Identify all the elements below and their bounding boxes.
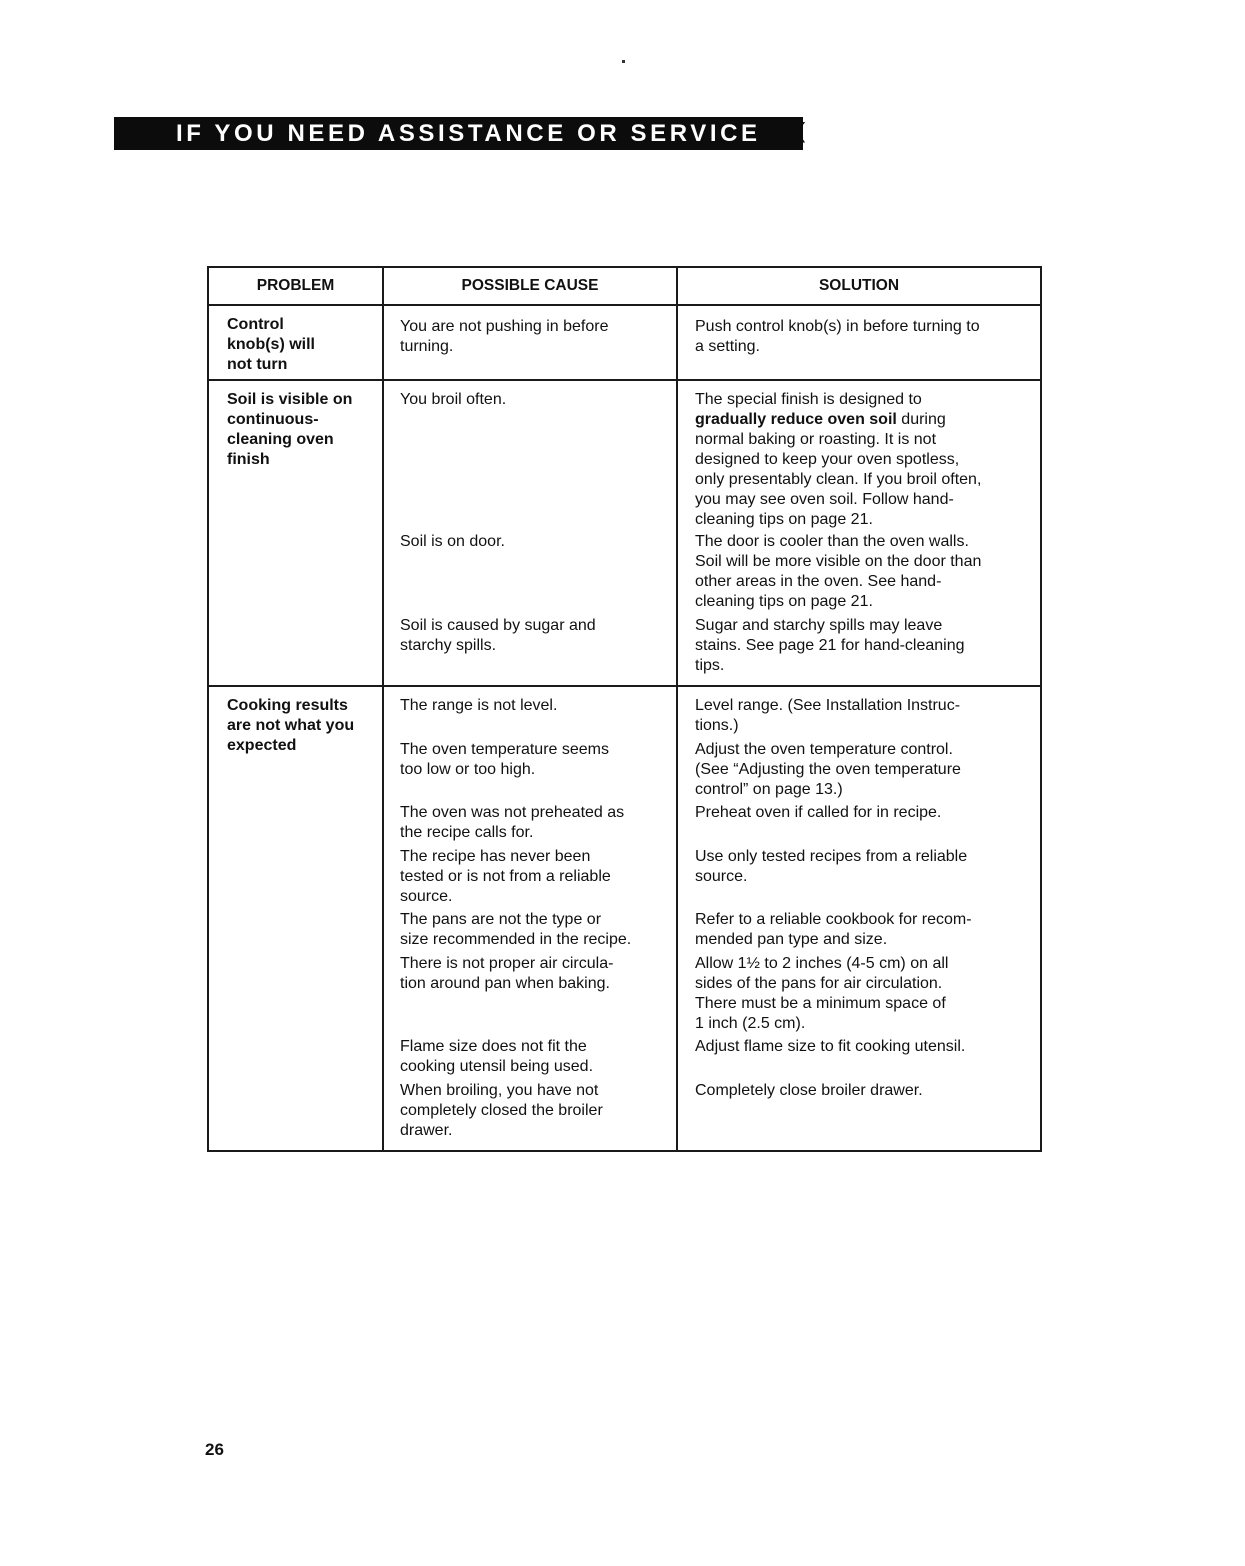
- cause-text: When broiling, you have not completely closed the broiler drawer.: [400, 1082, 603, 1139]
- solution-text: Allow 1½ to 2 inches (4-5 cm) on all sides of the pans for air circulation. There must be a minimum space of 1 inch (2.5 cm).: [695, 955, 949, 1032]
- cause-text: The pans are not the type or size recommended in the recipe.: [400, 911, 632, 948]
- problem-cell: [208, 305, 383, 380]
- page-number: 26: [205, 1440, 224, 1459]
- solution-text: Level range. (See Installation Instruc- tions.): [695, 697, 961, 734]
- solution-cell: [677, 686, 1041, 1151]
- troubleshooting-table: [207, 266, 1042, 1152]
- problem-text: Cooking results are not what you expected: [227, 697, 355, 754]
- table-header-row: [208, 267, 1041, 305]
- solution-text: Push control knob(s) in before turning to a setting.: [695, 318, 980, 355]
- column-header-problem: PROBLEM: [208, 267, 383, 305]
- cause-text: The recipe has never been tested or is not from a reliable source.: [400, 848, 611, 905]
- banner-edge-mark: (: [798, 118, 806, 143]
- solution-text-lead: The special finish is designed to: [695, 391, 922, 408]
- problem-cell: [208, 686, 383, 1151]
- solution-text-rest: during normal baking or roasting. It is not designed to keep your oven spotless, only presentably clean. If you broil often, you may see oven soil. Follow hand- cleaning tips on page 21.: [695, 411, 982, 528]
- cause-cell: [383, 380, 677, 686]
- problem-cell: [208, 380, 383, 686]
- solution-emphasis: gradually reduce oven soil: [695, 411, 897, 428]
- solution-cell: [677, 380, 1041, 686]
- cause-text: The range is not level.: [400, 697, 558, 714]
- cause-text: You broil often.: [400, 391, 507, 408]
- cause-text: Flame size does not fit the cooking utensil being used.: [400, 1038, 594, 1075]
- solution-text: Use only tested recipes from a reliable source.: [695, 848, 968, 885]
- cause-text: Soil is on door.: [400, 533, 505, 550]
- table-row: [208, 380, 1041, 686]
- solution-text: Completely close broiler drawer.: [695, 1082, 923, 1099]
- solution-text: The door is cooler than the oven walls. Soil will be more visible on the door than other areas in the oven. See hand- cleaning tips on page 21.: [695, 533, 982, 610]
- cause-text: The oven temperature seems too low or too high.: [400, 741, 609, 778]
- cause-text: There is not proper air circula- tion around pan when baking.: [400, 955, 614, 992]
- cause-text: You are not pushing in before turning.: [400, 318, 609, 355]
- solution-cell: [677, 305, 1041, 380]
- solution-text: [695, 390, 1031, 532]
- solution-text: Adjust the oven temperature control. (See “Adjusting the oven temperature control” on page 13.): [695, 741, 961, 798]
- scan-speck: [622, 60, 625, 63]
- column-header-cause: POSSIBLE CAUSE: [383, 267, 677, 305]
- table-row: [208, 686, 1041, 1151]
- cause-cell: [383, 305, 677, 380]
- solution-text: Refer to a reliable cookbook for recom- mended pan type and size.: [695, 911, 972, 948]
- problem-text: Soil is visible on continuous- cleaning oven finish: [227, 391, 353, 468]
- table-row: [208, 305, 1041, 380]
- problem-text: Control knob(s) will not turn: [227, 316, 315, 373]
- solution-text: Adjust flame size to fit cooking utensil.: [695, 1038, 966, 1055]
- cause-text: The oven was not preheated as the recipe calls for.: [400, 804, 625, 841]
- column-header-solution: SOLUTION: [677, 267, 1041, 305]
- section-banner: IF YOU NEED ASSISTANCE OR SERVICE: [114, 117, 803, 150]
- solution-text: Preheat oven if called for in recipe.: [695, 804, 942, 821]
- cause-cell: [383, 686, 677, 1151]
- cause-text: Soil is caused by sugar and starchy spills.: [400, 617, 596, 654]
- solution-text: Sugar and starchy spills may leave stains. See page 21 for hand-cleaning tips.: [695, 617, 965, 674]
